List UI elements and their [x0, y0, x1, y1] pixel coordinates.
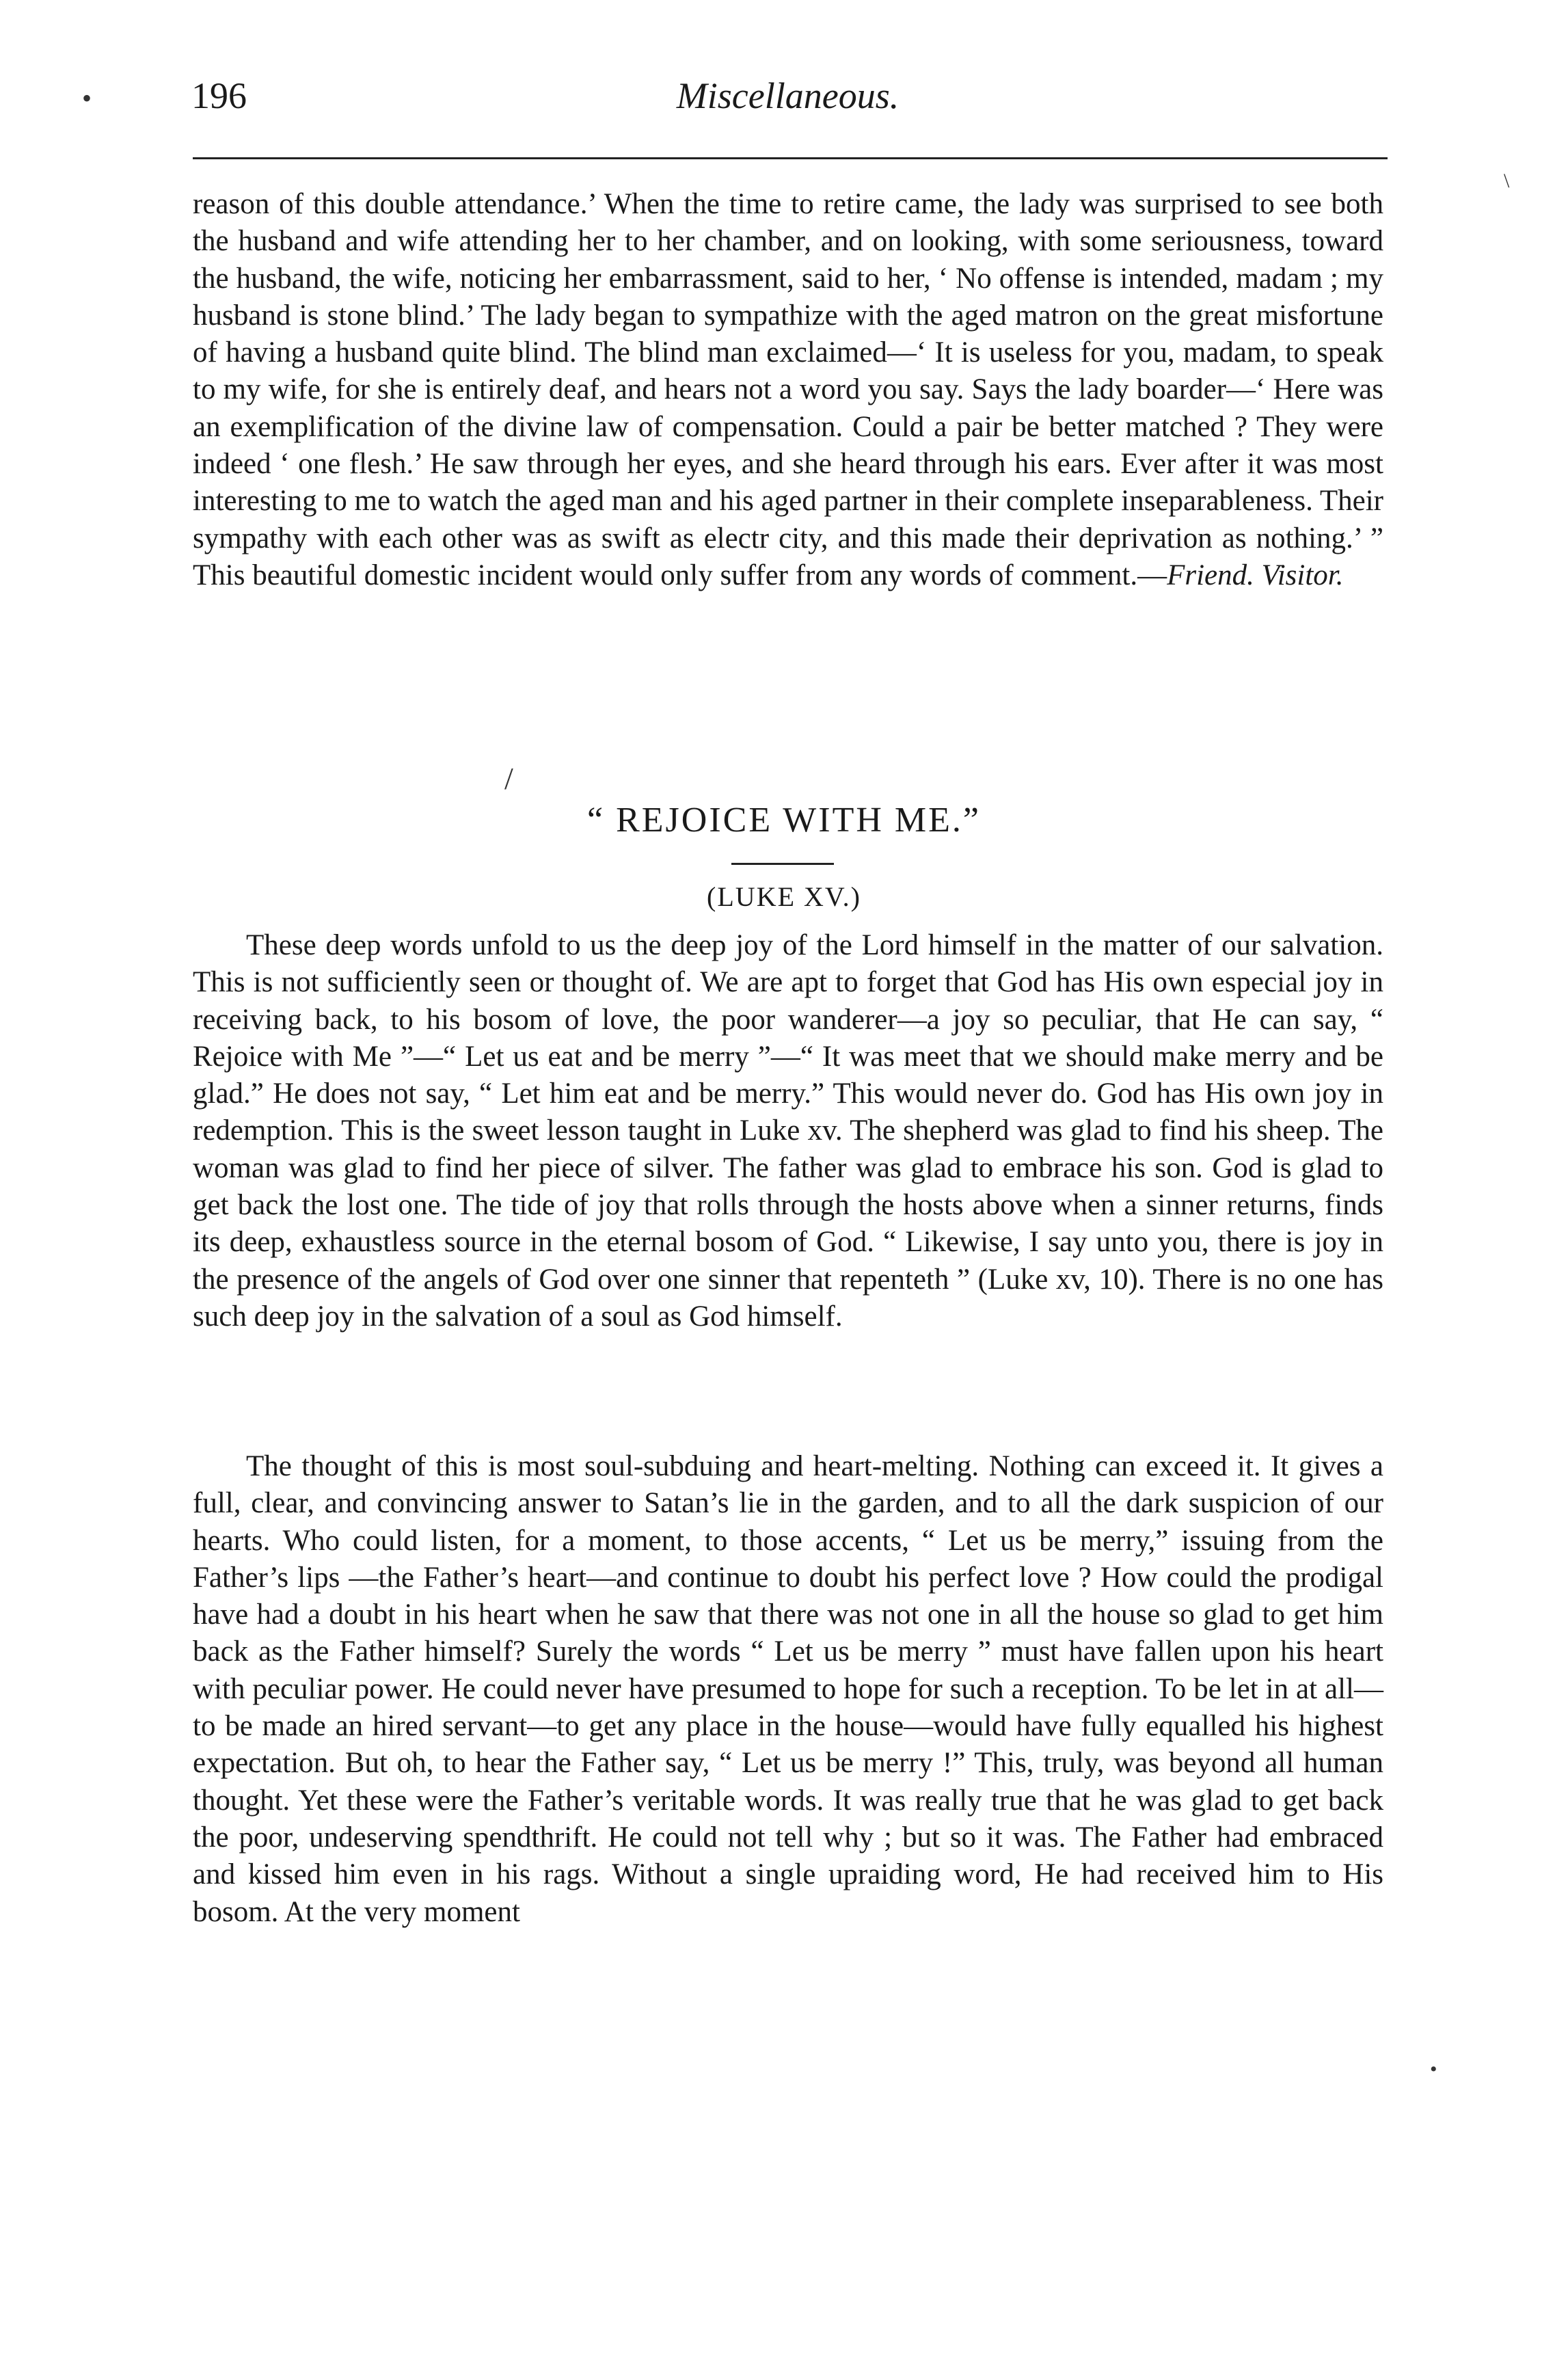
stray-mark: /	[504, 761, 513, 796]
paragraph-2: The thought of this is most soul-subduing and heart-melting. Nothing can exceed it. It gives a full, clear, and convincing answer to Satan’s lie in the garden, and to all the dark suspicion of our hearts. Who could listen, for a moment, to those accents, “ Let us be merry,” issuing from the Father’s lips —the Father’s heart—and continue to doubt his perfect love ? How could the prodigal have had a doubt in his heart when he saw that there was not one in all the house so glad to get him back as the Father himself? Surely the words “ Let us be merry ” must have fallen upon his heart with peculiar power. He could never have presumed to hope for such a reception. To be let in at all—to be made an hired servant—to get any place in the house—would have fully equalled his highest expectation. But oh, to hear the Father say, “ Let us be merry !” This, truly, was beyond all human thought. Yet these were the Father’s veritable words. It was really true that he was glad to get back the poor, undeserving spendthrift. He could not tell why ; but so it was. The Father had embraced and kissed him even in his rags. Without a single upraiding word, He had received him to His bosom. At the very moment	[193, 1450, 1383, 1928]
margin-dot-bottom: •	[1430, 2058, 1437, 2081]
scripture-reference: (LUKE XV.)	[707, 881, 861, 912]
article-continuation-text: reason of this double attendance.’ When the time to retire came, the lady was surprised to see both the husband and wife attending her to her chamber, and on looking, with some seriousness, toward the husband, the wife, noticing her embarrassment, said to her, ‘ No offense is intended, madam ; my husband is stone blind.’ The lady began to sympathize with the aged matron on the great misfortune of having a husband quite blind. The blind man exclaimed—‘ It is useless for you, madam, to speak to my wife, for she is entirely deaf, and hears not a word you say. Says the lady boarder—‘ Here was an exemplification of the divine law of compensation. Could a pair be better matched ? They were indeed ‘ one flesh.’ He saw through her eyes, and she heard through his ears. Ever after it was most interesting to me to watch the aged man and his aged partner in their complete inseparableness. Their sympathy with each other was as swift as electr city, and this made their deprivation as nothing.’ ” This beautiful domestic incident would only suffer from any words of comment.—	[193, 188, 1383, 591]
article-continuation	[193, 186, 1383, 594]
running-head: Miscellaneous.	[676, 75, 900, 116]
margin-tick: \	[1504, 170, 1510, 192]
article-title: “ REJOICE WITH ME.”	[587, 801, 981, 840]
page-number: 196	[191, 75, 247, 116]
attribution: Friend. Visitor.	[1167, 559, 1344, 591]
title-rule	[731, 863, 834, 865]
margin-dot: •	[82, 83, 92, 113]
page-header	[185, 75, 1391, 130]
paragraph-1: These deep words unfold to us the deep joy of the Lord himself in the matter of our salvation. This is not sufficiently seen or thought of. We are apt to forget that God has His own especial joy in receiving back, to his bosom of love, the poor wanderer—a joy so peculiar, that He can say, “ Rejoice with Me ”—“ Let us eat and be merry ”—“ It was meet that we should make merry and be glad.” He does not say, “ Let him eat and be merry.” This would never do. God has His own joy in redemption. This is the sweet lesson taught in Luke xv. The shepherd was glad to find his sheep. The woman was glad to find her piece of silver. The father was glad to embrace his son. God is glad to get back the lost one. The tide of joy that rolls through the hosts above when a sinner returns, finds its deep, exhaustless source in the eternal bosom of God. “ Likewise, I say unto you, there is joy in the presence of the angels of God over one sinner that repenteth ” (Luke xv, 10). There is no one has such deep joy in the salvation of a soul as God himself.	[193, 929, 1383, 1333]
header-rule	[193, 157, 1388, 159]
